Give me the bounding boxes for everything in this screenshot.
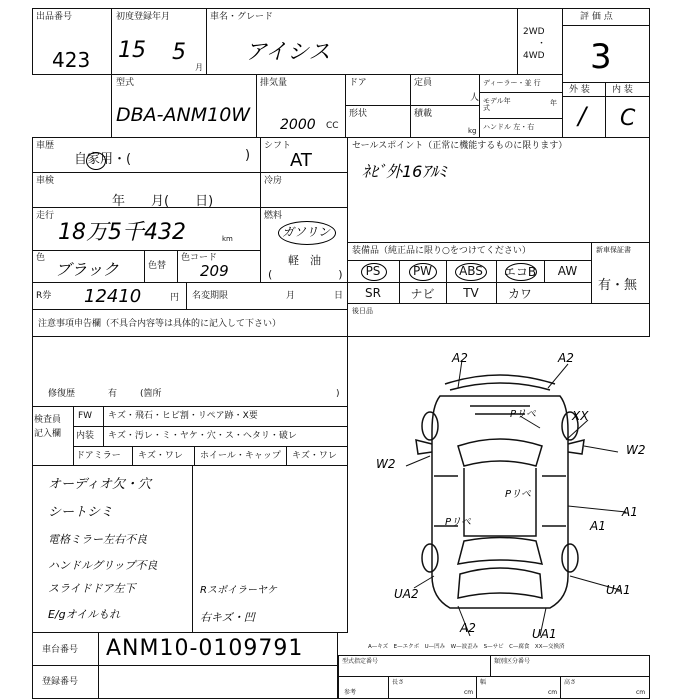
mark-ua2: UA2 [394, 587, 419, 601]
dm-div2 [194, 446, 195, 466]
equip-aw: AW [557, 264, 578, 278]
rear-seat-box [347, 303, 650, 337]
car-type-label: 車歴 [36, 141, 55, 151]
mark-ua1-2: UA1 [532, 627, 557, 641]
chassis-value: ANM10-0109791 [106, 636, 304, 661]
equip-eco-circle [505, 263, 537, 281]
chassis-div [98, 632, 99, 666]
mark-a1-2: A1 [590, 519, 606, 533]
inspector-label-2: 記入欄 [34, 429, 62, 439]
new-tire-value: 有・無 [598, 278, 638, 293]
wheel-cap-label: ホイール・キャップ [200, 451, 281, 461]
recycle-label: R券 [36, 291, 52, 301]
inspection-template: 年 月( 日) [112, 194, 214, 209]
km-unit: km [222, 235, 233, 243]
displacement-value: 2000 [280, 117, 316, 133]
fuel-label: 燃料 [264, 211, 283, 221]
repair-label: 修復歴 [48, 389, 76, 399]
chassis-label: 車台番号 [42, 645, 79, 655]
door-label: ドア [349, 78, 367, 88]
mark-a2-2: A2 [558, 351, 574, 365]
reg-day-unit: 日 [334, 291, 344, 301]
sales-point-label: セールスポイント（正常に機能するものに限ります） [352, 141, 568, 151]
car-type-circle [86, 152, 106, 170]
length-label: 長さ [392, 679, 405, 686]
drive-dot: ・ [537, 39, 547, 49]
dm-div3 [286, 446, 287, 466]
mark-w2-left: W2 [376, 457, 396, 471]
drive-4wd: 4WD [523, 51, 545, 61]
car-type-paren: ) [245, 148, 251, 163]
location-label: (箇所 [140, 389, 162, 399]
repair-value: 有 [108, 389, 118, 399]
dealer-div1 [479, 92, 563, 93]
new-tire-label: 新車保証書 [596, 246, 631, 254]
car-type-value: 自家用・( [74, 152, 132, 167]
note-right-1: Rスポイラーヤケ [200, 585, 277, 596]
inspector-hdiv2 [73, 446, 348, 447]
first-reg-month: 5 [172, 40, 186, 65]
equip-sr: SR [365, 286, 381, 300]
interior-insp-label: 内装 [76, 431, 95, 441]
rear-seat-label: 後日品 [352, 307, 373, 315]
fuel-value: ガソリン [282, 225, 331, 239]
mark-xx: XX [572, 409, 589, 423]
cm-unit-1: cm [464, 689, 474, 696]
model-year-label: モデル年式 [483, 97, 511, 112]
location-close: ) [336, 389, 340, 399]
capacity-label: 定員 [414, 78, 433, 88]
kg-unit: kg [468, 127, 477, 135]
registration-label: 名変期限 [192, 291, 229, 301]
cm-unit-2: cm [548, 689, 558, 696]
lot-label: 出品番号 [36, 12, 73, 22]
notes-label: 注意事項申告欄（不具合内容等は具体的に記入して下さい） [38, 319, 282, 329]
inspection-label: 車検 [36, 176, 55, 186]
equip-abs: ABS [459, 264, 483, 278]
spec-footer-vdiv [490, 655, 491, 676]
color-change-label: 色替 [148, 261, 167, 271]
height-label: 高さ [564, 679, 577, 686]
inspector-hdiv1 [73, 426, 348, 427]
scratch-dent-label: キズ・ワレ [138, 451, 183, 461]
score-value: 3 [590, 37, 612, 77]
equip-tv: TV [463, 286, 479, 300]
width-label: 幅 [480, 679, 487, 686]
interior-label: 内 装 [612, 85, 633, 95]
ref-label: 参考 [344, 689, 357, 696]
model-label: 型式 [116, 78, 135, 88]
sales-point-box [347, 137, 650, 243]
car-type-box [32, 137, 261, 173]
color-value: ブラック [55, 260, 119, 279]
dealer-label: ディーラー・並 行 [483, 79, 541, 87]
yen-unit: 円 [170, 293, 180, 303]
shift-value: AT [290, 150, 312, 171]
note-line-3: 電格ミラー左右不良 [48, 533, 147, 546]
note-line-5: スライドドア左下 [48, 582, 136, 595]
equip-ps-circle [361, 263, 387, 281]
ac-label: 冷房 [264, 176, 283, 186]
displacement-label: 排気量 [260, 78, 288, 88]
sales-point-value: ﾈﾋﾞ外16ｱﾙﾐ [362, 162, 447, 181]
note-line-6: E/gオイルもれ [48, 608, 121, 621]
equip-pw: PW [412, 264, 433, 278]
inspector-vdiv [73, 406, 74, 466]
equipment-label: 装備品（純正品に限り○をつけてください） [352, 246, 531, 256]
dim-div1 [388, 676, 389, 699]
note-line-1: オーディオ欠・穴 [48, 477, 151, 492]
mark-a2-1: A2 [452, 351, 468, 365]
year-unit: 年 [550, 99, 557, 107]
door-mirror-label: ドアミラー [76, 451, 121, 461]
equip-pw-circle [409, 263, 437, 281]
scratch-dent-label-2: キズ・ワレ [292, 451, 337, 461]
mark-a1-1: A1 [622, 505, 638, 519]
mileage-value: 18万5千432 [58, 220, 186, 245]
mark-ua1-1: UA1 [606, 583, 631, 597]
score-divider [562, 25, 650, 26]
dim-div3 [560, 676, 561, 699]
first-reg-year: 15 [118, 38, 146, 63]
score-label: 評 価 点 [580, 12, 613, 22]
handwritten-vdiv [192, 465, 193, 633]
note-line-2: シートシミ [48, 505, 114, 520]
equip-leather: カワ [507, 286, 532, 301]
recycle-value: 12410 [84, 286, 142, 307]
ext-int-div [605, 82, 606, 138]
inspector-label-1: 検査員 [34, 415, 62, 425]
cc-unit: CC [326, 121, 339, 131]
color-code-value: 209 [200, 262, 229, 280]
fw-label: FW [78, 411, 93, 421]
color-code-label: 色コード [181, 253, 218, 263]
interior-insp-items: キズ・汚レ・ミ・ヤケ・穴・ス・ヘタリ・破レ [108, 431, 297, 441]
mileage-label: 走行 [36, 211, 55, 221]
persons-unit: 人 [470, 93, 480, 103]
reg-number-label: 登録番号 [42, 677, 79, 687]
note-line-4: ハンドルグリップ不良 [48, 559, 158, 572]
lot-number: 423 [52, 48, 91, 72]
mark-p-repair-3: Pリペ [445, 517, 471, 528]
diagram-legend: A—キズ E—エクボ U—凹み W—波歪み S—サビ C—腐食 XX—交換済 [368, 644, 565, 650]
model-value: DBA-ANM10W [116, 104, 251, 126]
reg-number-div [98, 665, 99, 699]
ext-int-hdiv [562, 96, 650, 97]
load-label: 積載 [414, 109, 433, 119]
fuel-parens: ( ) [268, 268, 343, 281]
equip-navi: ナビ [410, 286, 435, 301]
equip-ps: PS [365, 264, 381, 278]
month-unit: 月 [195, 63, 203, 72]
mark-w2-right: W2 [626, 443, 646, 457]
fw-div [103, 406, 104, 446]
fuel-circle [278, 221, 336, 245]
interior-value: C [620, 106, 636, 131]
mark-p-repair-2: Pリペ [505, 489, 531, 500]
form-reg-label: 型式指定番号 [342, 658, 379, 665]
fw-items: キズ・飛石・ヒビ割・リペア跡・X要 [108, 411, 258, 421]
equip-abs-circle [455, 263, 487, 281]
dm-div1 [132, 446, 133, 466]
color-label: 色 [36, 253, 46, 263]
name-grade-label: 車名・グレード [210, 12, 274, 22]
car-name: アイシス [245, 40, 331, 65]
equip-eco: エコB [503, 264, 537, 279]
drive-2wd: 2WD [523, 27, 545, 37]
handle-label: ハンドル 左・右 [483, 123, 535, 131]
mark-p-repair-1: Pリペ [510, 409, 536, 420]
shift-label: シフト [264, 141, 292, 151]
reg-month-unit: 月 [286, 291, 296, 301]
shape-label: 形状 [349, 109, 368, 119]
note-right-2: 右キズ・凹 [200, 611, 255, 624]
dim-div2 [476, 676, 477, 699]
mark-a2-3: A2 [460, 621, 476, 635]
spec-footer-hdiv [338, 676, 650, 677]
first-reg-label: 初度登録年月 [116, 12, 171, 22]
exterior-value: / [578, 102, 587, 130]
diesel-label: 軽 油 [288, 254, 321, 267]
class-label: 類別区分番号 [494, 658, 531, 665]
dealer-div2 [479, 118, 563, 119]
exterior-label: 外 装 [569, 85, 590, 95]
cm-unit-3: cm [636, 689, 646, 696]
